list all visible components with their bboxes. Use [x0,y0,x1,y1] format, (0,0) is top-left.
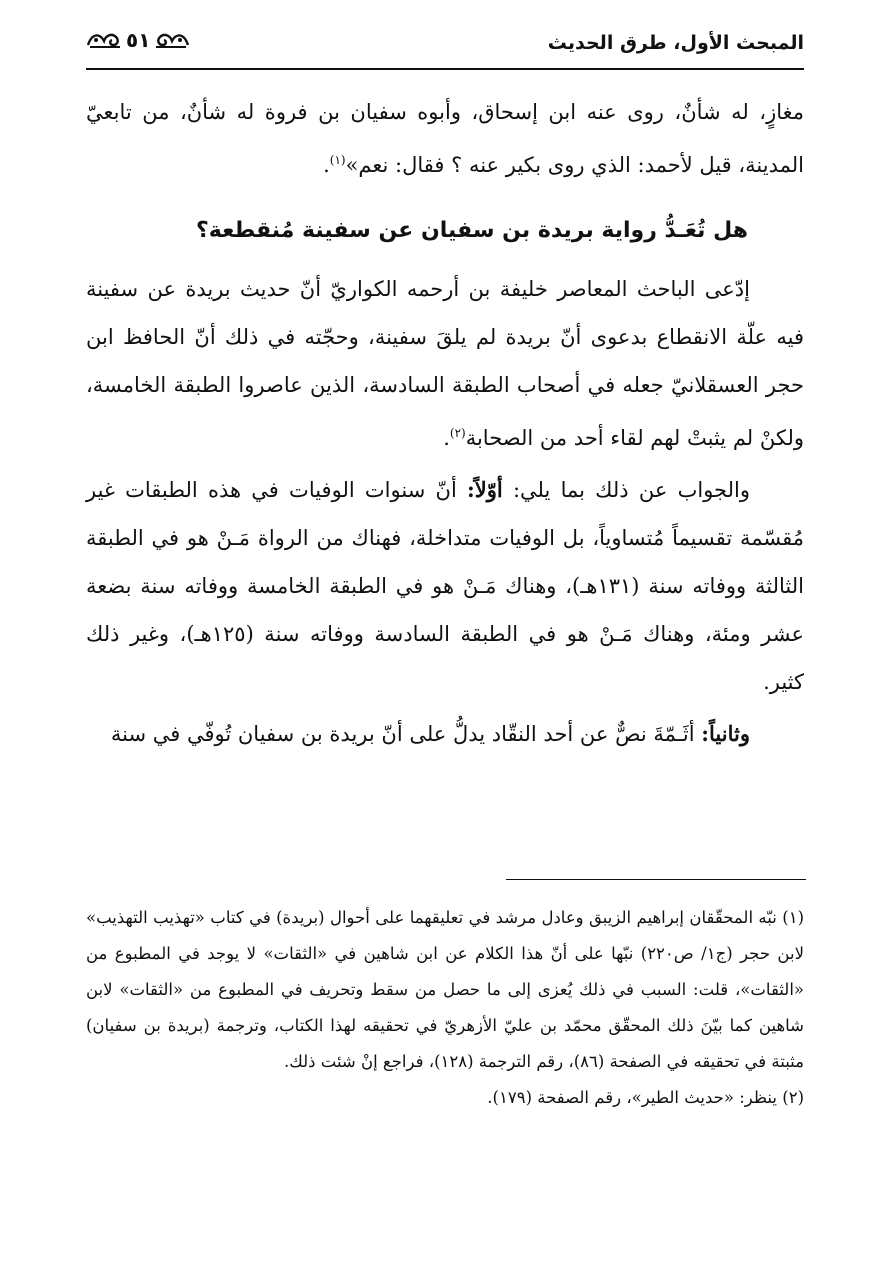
footnote-ref-1: (١) [329,153,346,167]
paragraph-4-lead: وثانياً: [701,721,750,746]
page-number-ornament [86,28,190,52]
page-number: ٥١ [126,28,151,52]
paragraph-3-intro: والجواب عن ذلك بما يلي: [502,478,750,502]
running-title: المبحث الأول، طرق الحديث [547,32,804,54]
header-rule [86,68,804,70]
paragraph-1 [86,88,804,189]
paragraph-3 [86,466,804,706]
paragraph-1-end: . [323,153,330,177]
ornament-right-icon [154,29,190,51]
paragraph-4 [86,710,804,758]
footnote-1: (١) نبّه المحقّقان إبراهيم الزيبق وعادل مرشد في تعليقهما على أحوال (بريدة) في كتاب «تهذيب التهذيب» لابن حجر (ج١/ ص٢٢٠) نبّها على أنّ هذا الكلام عن ابن شاهين في «الثقات» لا يوجد في المطبوع من «الثقات»، قلت: السبب في ذلك يُعزى إلى ما حصل من سقط وتحريف في المطبوع من «الثقات» لابن شاهين كما بيّنَ ذلك المحقّق محمّد بن عليّ الأزهريّ في تحقيقه لهذا الكتاب، وترجمة (بريدة بن سفيان) مثبتة في تحقيقه في الصفحة (٨٦)، رقم الترجمة (١٢٨)، فراجع إنْ شئت ذلك. [86,908,804,1071]
paragraph-2-text: إدّعى الباحث المعاصر خليفة بن أرحمه الكواريّ أنّ حديث بريدة عن سفينة فيه علّة الانقطاع بدعوى أنّ بريدة لم يلقَ سفينة، وحجّته في ذلك أنّ الحافظ ابن حجر العسقلانيّ جعله في أصحاب الطبقة السادسة، الذين عاصروا الطبقة الخامسة، ولكنْ لم يثبتْ لهم لقاء أحد من الصحابة [86,277,804,450]
paragraph-4-text: أثَـمّةَ نصٌّ عن أحد النقّاد يدلُّ على أنّ بريدة بن سفيان تُوفّي في سنة [110,722,702,746]
footnote-ref-2: (٢) [449,426,466,440]
paragraph-3-text: أنّ سنوات الوفيات في هذه الطبقات غير مُقسّمة تقسيماً مُتساوياً، بل الوفيات متداخلة، فهناك من الرواة مَـنْ هو في الطبقة الثالثة ووفاته سنة (١٣١هـ)، وهناك مَـنْ هو في الطبقة الخامسة ووفاته سنة بضعة عشر ومئة، وهناك مَـنْ هو في الطبقة السادسة ووفاته سنة (١٢٥هـ)، وغير ذلك كثير. [86,478,805,694]
section-heading: هل تُعَـدُّ رواية بريدة بن سفيان عن سفينة مُنقطعة؟ [196,218,748,243]
footnote-2: (٢) ينظر: «حديث الطير»، رقم الصفحة (١٧٩). [487,1088,804,1107]
paragraph-2-end: . [443,426,450,450]
footnotes [86,900,804,1116]
paragraph-2 [86,265,804,462]
paragraph-3-lead: أوّلاً: [467,477,503,502]
ornament-left-icon [86,29,122,51]
main-text [86,88,804,758]
paragraph-1-text: مغازٍ، له شأنٌ، روى عنه ابن إسحاق، وأبوه سفيان بن فروة له شأنٌ، من تابعيّ المدينة، قيل لأحمد: الذي روى بكير عنه ؟ فقال: نعم» [86,100,804,177]
page-header [86,28,804,68]
